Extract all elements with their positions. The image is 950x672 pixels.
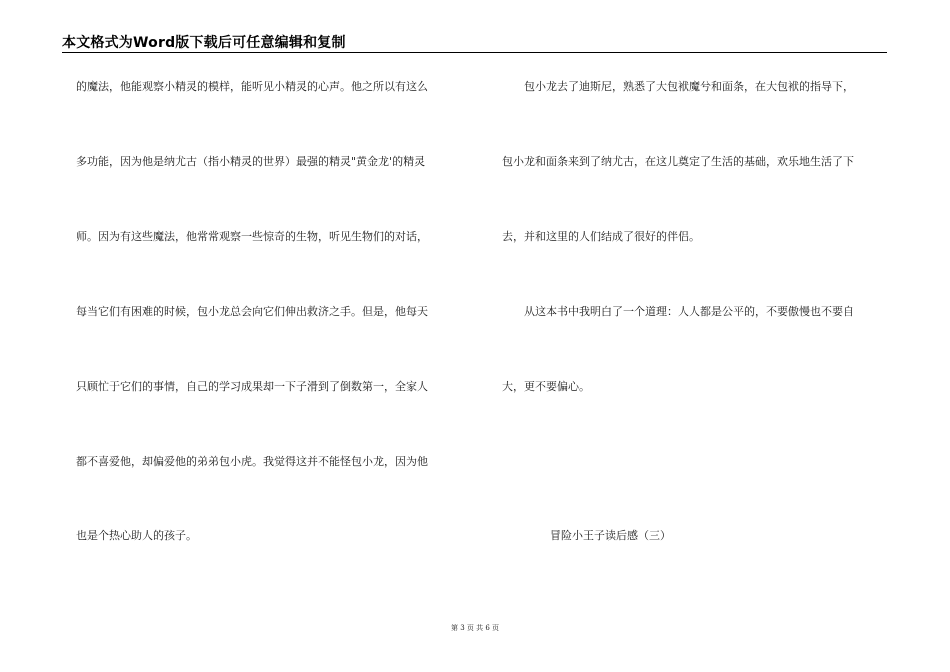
text-line: 大，更不要偏心。	[502, 380, 590, 393]
text-line: 从这本书中我明白了一个道理：人人都是公平的，不要傲慢也不要自	[524, 305, 854, 318]
text-line: 只顾忙于它们的事情，自己的学习成果却一下子滑到了倒数第一，全家人	[76, 380, 428, 393]
text-line: 也是个热心助人的孩子。	[76, 529, 197, 542]
header-title: 本文格式为Word版下载后可任意编辑和复制	[62, 35, 346, 51]
text-line: 去，并和这里的人们结成了很好的伴侣。	[502, 230, 700, 243]
text-line: 包小龙去了迪斯尼，熟悉了大包袱魔兮和面条，在大包袱的指导下，	[524, 80, 854, 93]
section-heading: 冒险小王子读后感（三）	[550, 529, 671, 542]
text-line: 都不喜爱他，却偏爱他的弟弟包小虎。我觉得这并不能怪包小龙，因为他	[76, 455, 428, 468]
text-line: 的魔法，他能观察小精灵的模样，能听见小精灵的心声。他之所以有这么	[76, 80, 428, 93]
page-number: 第 3 页 共 6 页	[450, 624, 500, 632]
text-line: 多功能，因为他是纳尤古（指小精灵的世界）最强的精灵"黄金龙'的精灵	[76, 155, 426, 168]
text-line: 包小龙和面条来到了纳尤古，在这儿奠定了生活的基础，欢乐地生活了下	[502, 155, 854, 168]
text-line: 每当它们有困难的时候，包小龙总会向它们伸出救济之手。但是，他每天	[76, 305, 428, 318]
text-line: 师。因为有这些魔法，他常常观察一些惊奇的生物，听见生物们的对话，	[76, 230, 428, 243]
header-divider	[62, 52, 887, 53]
